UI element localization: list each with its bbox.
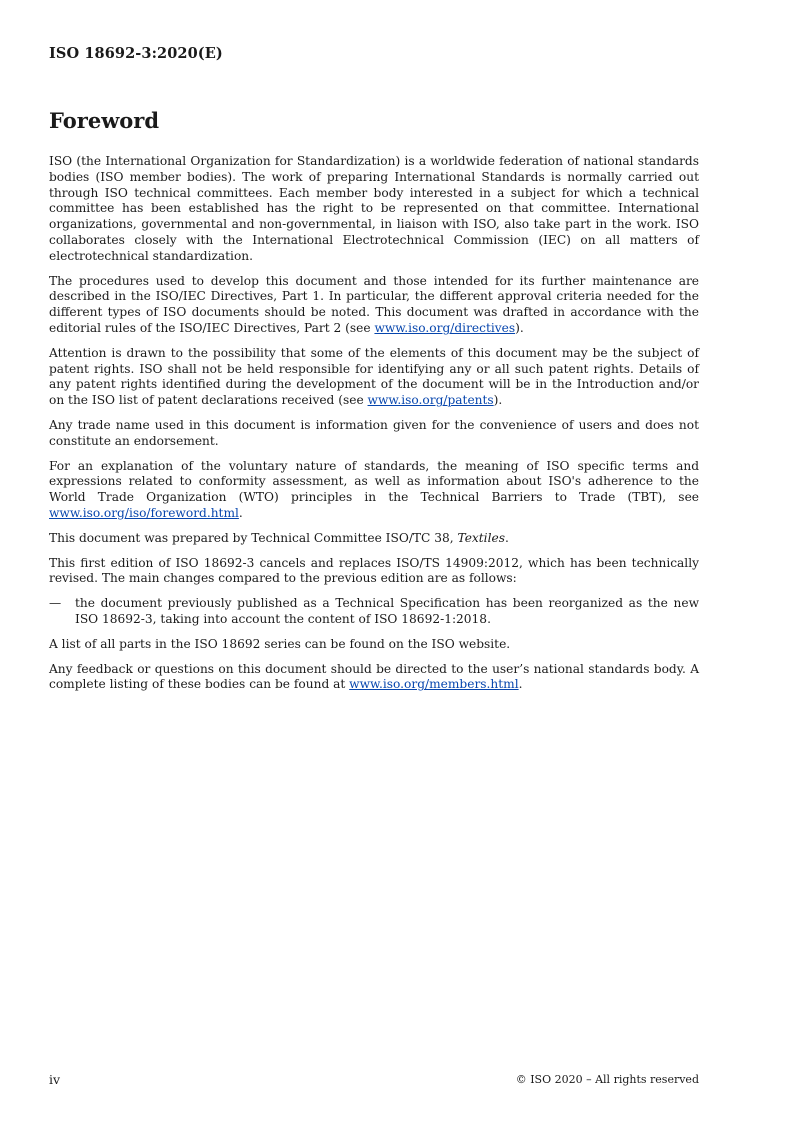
paragraph-procedures (49, 274, 699, 337)
page-number: iv (49, 1072, 61, 1087)
paragraph-voluntary-nature (49, 459, 699, 522)
paragraph-text: . (504, 530, 509, 545)
committee-name: Textiles (457, 530, 505, 545)
document-identifier: ISO 18692-3:2020(E) (49, 45, 223, 62)
foreword-info-link[interactable]: www.iso.org/iso/foreword.html (49, 505, 239, 520)
page-title: Foreword (49, 108, 160, 133)
directives-link[interactable]: www.iso.org/directives (374, 320, 516, 335)
list-item-text: the document previously published as a Technical Specification has been reorganized as the new ISO 18692-3, taking into account the content of ISO 18692-1:2018. (75, 596, 699, 626)
paragraph-committee (49, 531, 699, 547)
copyright-notice: © ISO 2020 – All rights reserved (515, 1073, 699, 1086)
paragraph-edition: This first edition of ISO 18692-3 cancels and replaces ISO/TS 14909:2012, which has been technically revised. The main changes compared to the previous edition are as follows: (49, 555, 699, 586)
paragraph-text: For an explanation of the voluntary nature of standards, the meaning of ISO specific terms and expressions related to conformity assessment, as well as information about ISO's adherence to the World Trade Organization (WTO) principles in the Technical Barriers to Trade (TBT), see (49, 458, 699, 505)
paragraph-text: ). (515, 320, 524, 335)
paragraph-iso-overview: ISO (the International Organization for Standardization) is a worldwide federation of national standards bodies (ISO member bodies). The work of preparing International Standards is normally carried out through ISO technical committees. Each member body interested in a subject for which a technical committee has been established has the right to be represented on that committee. International organizations, governmental and non-governmental, in liaison with ISO, also take part in the work. ISO collaborates closely with the International Electrotechnical Commission (IEC) on all matters of electrotechnical standardization. (49, 154, 699, 263)
list-dash: — (49, 596, 62, 611)
paragraph-feedback (49, 662, 699, 694)
paragraph-patents (49, 346, 699, 409)
paragraph-trade-name: Any trade name used in this document is information given for the convenience of users and does not constitute an endorsement. (49, 417, 699, 448)
foreword-body (49, 154, 699, 702)
paragraph-text: Attention is drawn to the possibility that some of the elements of this document may be the subject of patent rights. ISO shall not be held responsible for identifying any or all such patent rights. Details of any patent rights identified during the development of the document will be in the Introduction and/or on the ISO list of patent declarations received (see (49, 345, 699, 408)
list-item (49, 596, 699, 628)
paragraph-text: . (238, 505, 243, 520)
paragraph-text: The procedures used to develop this document and those intended for its further maintenance are described in the ISO/IEC Directives, Part 1. In particular, the different approval criteria needed for the different types of ISO documents should be noted. This document was drafted in accordance with the editorial rules of the ISO/IEC Directives, Part 2 (see (49, 273, 699, 335)
paragraph-text: Any feedback or questions on this document should be directed to the user’s national standards body. A complete listing of these bodies can be found at (49, 661, 699, 692)
members-link[interactable]: www.iso.org/members.html (349, 677, 519, 692)
patents-link[interactable]: www.iso.org/patents (367, 393, 494, 408)
paragraph-text: . (518, 677, 523, 692)
paragraph-text: This document was prepared by Technical Committee ISO/TC 38, (49, 530, 458, 545)
paragraph-text: ). (493, 393, 503, 408)
paragraph-series: A list of all parts in the ISO 18692 series can be found on the ISO website. (49, 636, 511, 651)
